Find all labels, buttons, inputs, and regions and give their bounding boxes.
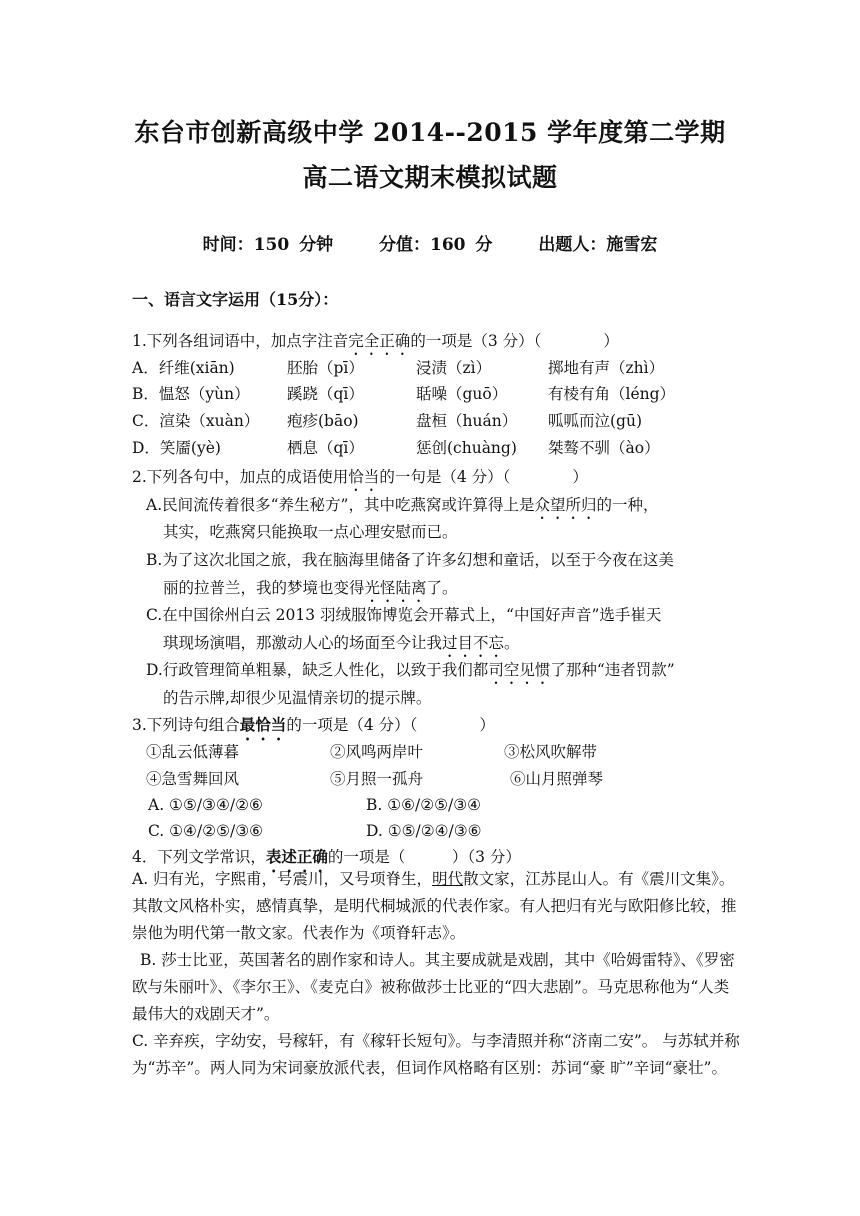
exam-author: 出题人：施雪宏 bbox=[538, 235, 658, 255]
question-1-option-cell: 蹊跷（qī） bbox=[287, 385, 364, 403]
question-2-option-c-cont: 琪现场演唱，那激动人心的场面至今让我过目不忘。 bbox=[163, 634, 520, 652]
question-4-option-a: A. 归有光，字熙甫，号震川，又号项脊生，明代散文家，江苏昆山人。有《震川文集》。其散文风格朴实，感情真挚，是明代桐城派的代表作家。有人把归有光与欧阳修比较，推崇他为明代第一散文家。代表作为《项脊轩志》。 bbox=[132, 870, 737, 942]
question-2-stem: 2.下列各句中，加点的成语使用恰当的一句是（4 分）（ ） bbox=[132, 468, 588, 486]
question-2-option-b-cont: 丽的拉普兰，我的梦境也变得光怪陆离了。 bbox=[163, 579, 458, 597]
exam-title: 东台市创新高级中学 2014--2015 学年度第二学期 bbox=[134, 118, 726, 147]
question-2-option-d-cont: 的告示牌,却很少见温情亲切的提示牌。 bbox=[163, 689, 432, 707]
question-1-option-cell: 呱呱而泣(gū) bbox=[548, 412, 642, 430]
question-1-option-cell: 胚胎（pī） bbox=[287, 359, 364, 377]
question-1-stem: 1.下列各组词语中，加点字注音完全正确的一项是（3 分）（ ） bbox=[132, 332, 619, 350]
question-3-option-a: A. ①⑤/③④/②⑥ bbox=[148, 796, 263, 814]
exam-time: 时间：150 分钟 bbox=[202, 235, 334, 255]
question-4-option-c: C. 辛弃疾，字幼安，号稼轩，有《稼轩长短句》。与李清照并称“济南二安”。 与苏轼并称为“苏辛”。两人同为宋词豪放派代表，但词作风格略有区别：苏词“豪 旷”辛词“豪壮”。 bbox=[132, 1032, 740, 1077]
emphasis-text: 最恰当 bbox=[239, 715, 287, 734]
idiom-text: 光怪陆离 bbox=[364, 579, 427, 597]
question-1-option-cell: 聒噪（guō） bbox=[416, 385, 508, 403]
question-2-option-a: A.民间流传着很多“养生秘方”，其中吃燕窝或许算得上是众望所归的一种， bbox=[146, 496, 659, 514]
question-2-option-c: C.在中国徐州白云 2013 羽绒服饰博览会开幕式上，“中国好声音”选手崔天 bbox=[146, 606, 662, 624]
idiom-text: 司空见惯 bbox=[488, 661, 551, 679]
underlined-text: 明代 bbox=[432, 870, 464, 888]
poem-line: ③松风吹解带 bbox=[504, 743, 598, 761]
question-1-option-cell: B．愠怒（yùn） bbox=[132, 385, 250, 403]
question-3-option-c: C. ①④/②⑤/③⑥ bbox=[148, 822, 263, 840]
idiom-text: 过目不忘 bbox=[442, 634, 505, 652]
question-2-option-b: B.为了这次北国之旅，我在脑海里储备了许多幻想和童话，以至于今夜在这美 bbox=[146, 551, 674, 569]
question-3-option-b: B. ①⑥/②⑤/③④ bbox=[366, 796, 482, 814]
question-1-option-cell: 栖息（qī） bbox=[287, 439, 364, 457]
question-1-option-cell: 疱疹(bāo) bbox=[287, 412, 359, 430]
question-2-option-a-cont: 其实，吃燕窝只能换取一点心理安慰而已。 bbox=[163, 523, 458, 541]
question-4-option-b: B. 莎士比亚，英国著名的剧作家和诗人。其主要成就是戏剧，其中《哈姆雷特》、《罗密欧与朱丽叶》、《李尔王》、《麦克白》被称做莎士比亚的“四大悲剧”。马克思称他为“人类最伟大的戏剧天才”。 bbox=[132, 951, 735, 1023]
question-3-option-d: D. ①⑤/②④/③⑥ bbox=[366, 822, 482, 840]
poem-line: ②风鸣两岸叶 bbox=[330, 743, 424, 761]
emphasis-text: 完全正确 bbox=[348, 332, 411, 350]
poem-line: ⑤月照一孤舟 bbox=[330, 770, 424, 788]
poem-line: ⑥山月照弹琴 bbox=[510, 770, 604, 788]
question-1-option-cell: 惩创(chuàng) bbox=[416, 439, 517, 457]
poem-line: ①乱云低薄暮 bbox=[146, 743, 240, 761]
question-1-option-cell: 桀骜不驯（ào） bbox=[548, 439, 660, 457]
question-1-option-cell: A．纤维(xiān) bbox=[132, 359, 235, 377]
exam-subtitle: 高二语文期末模拟试题 bbox=[302, 163, 558, 192]
emphasis-text: 表述正确 bbox=[265, 847, 328, 866]
question-1-option-cell: 掷地有声（zhì） bbox=[548, 359, 665, 377]
question-1-option-cell: D．笑靥(yè) bbox=[132, 439, 221, 457]
question-1-option-cell: 盘桓（huán） bbox=[416, 412, 518, 430]
emphasis-text: 恰当 bbox=[348, 468, 380, 486]
question-4-stem: 4．下列文学常识，表述正确的一项是（ ）（3 分） bbox=[132, 847, 521, 866]
exam-score: 分值：160 分 bbox=[379, 235, 493, 255]
question-1-option-cell: 有棱有角（léng） bbox=[548, 385, 676, 403]
section-heading: 一、语言文字运用（15分）： bbox=[132, 290, 339, 309]
poem-line: ④急雪舞回风 bbox=[146, 770, 240, 788]
idiom-text: 众望所归 bbox=[534, 496, 597, 514]
question-1-option-cell: 浸渍（zì） bbox=[416, 359, 492, 377]
exam-info bbox=[0, 230, 860, 255]
question-1-option-cell: C．渲染（xuàn） bbox=[132, 412, 260, 430]
question-3-stem: 3.下列诗句组合最恰当的一项是（4 分）（ ） bbox=[132, 715, 495, 734]
question-2-option-d: D.行政管理简单粗暴，缺乏人性化，以致于我们都司空见惯了那种“违者罚款” bbox=[146, 661, 675, 679]
